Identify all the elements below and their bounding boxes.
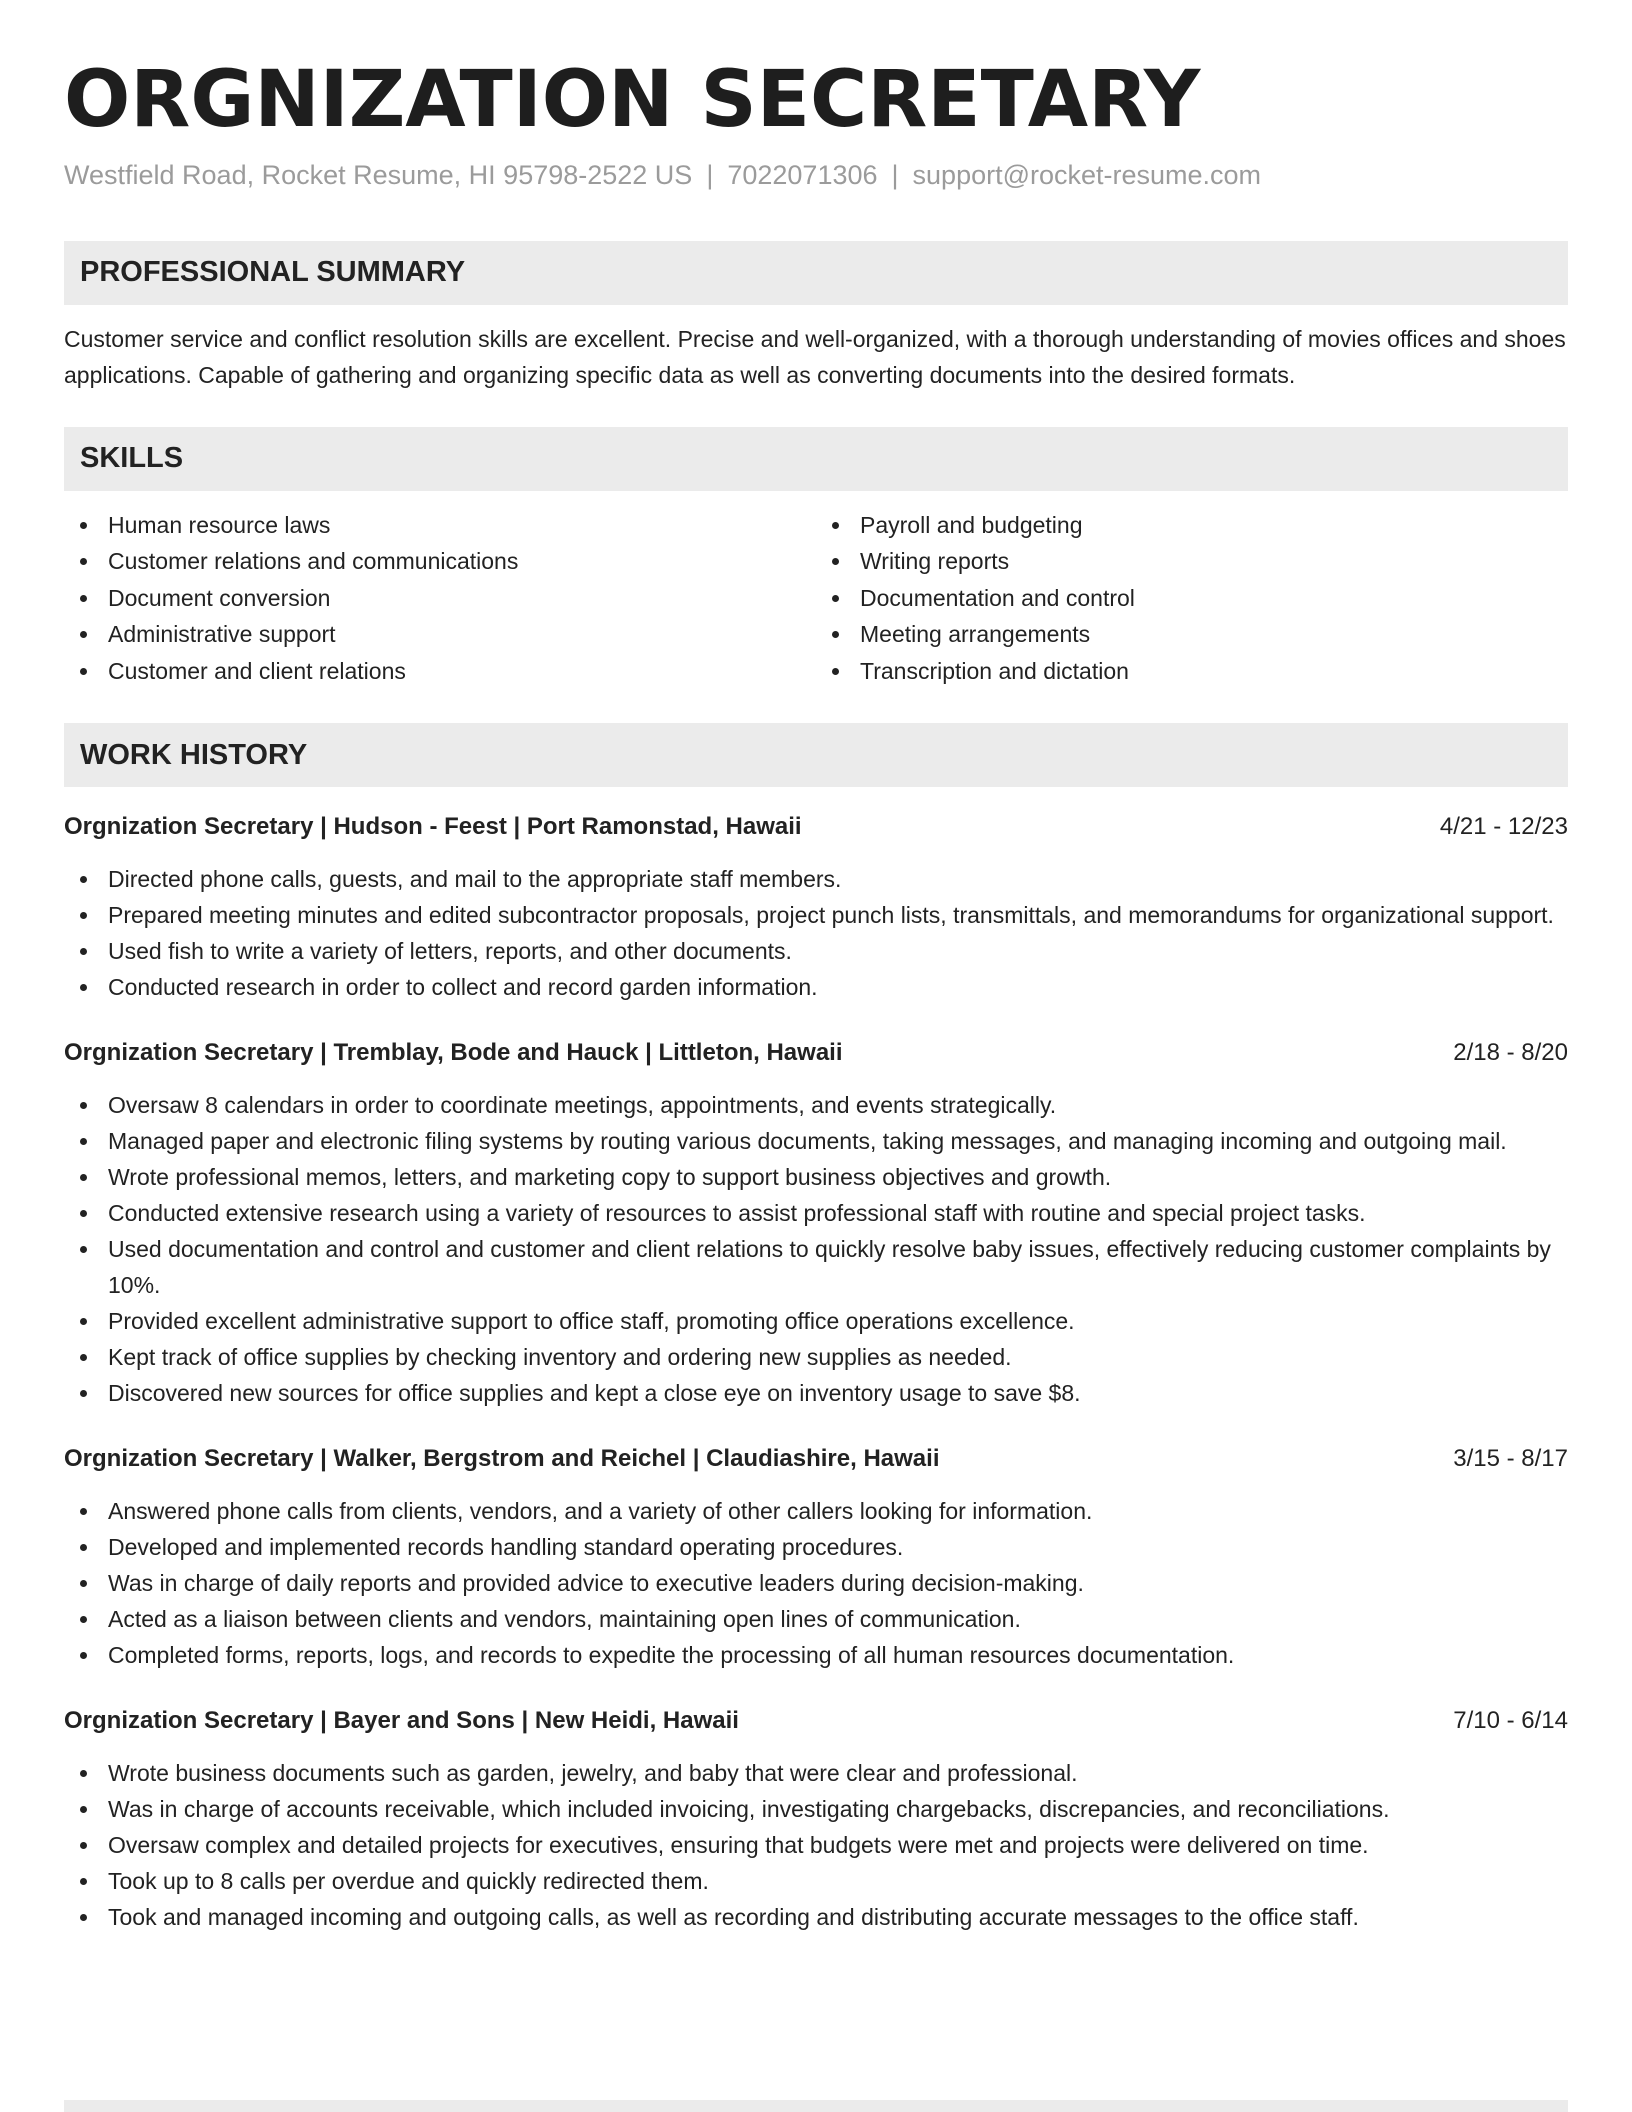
next-section-heading-band xyxy=(64,2100,1568,2112)
job-entry xyxy=(64,1035,1568,1411)
skill-item: Human resource laws xyxy=(64,507,816,544)
summary-text: Customer service and conflict resolution skills are excellent. Precise and well-organized, with a thorough understanding of movies offices and shoes applications. Capable of gathering and organizing specific data as well as converting documents into the desired formats. xyxy=(64,325,1566,388)
job-bullets xyxy=(64,1087,1568,1411)
skill-item: Payroll and budgeting xyxy=(816,507,1568,544)
job-bullet: Developed and implemented records handling standard operating procedures. xyxy=(64,1529,1568,1565)
job-entry xyxy=(64,1703,1568,1935)
job-bullet: Prepared meeting minutes and edited subcontractor proposals, project punch lists, transmittals, and memorandums for organizational support. xyxy=(64,897,1568,933)
job-bullet: Took and managed incoming and outgoing calls, as well as recording and distributing accurate messages to the office staff. xyxy=(64,1899,1568,1935)
contact-email: support@rocket-resume.com xyxy=(912,159,1262,190)
skill-item: Transcription and dictation xyxy=(816,653,1568,690)
job-bullet: Provided excellent administrative support to office staff, promoting office operations excellence. xyxy=(64,1303,1568,1339)
skills-list xyxy=(64,507,1568,690)
job-bullets xyxy=(64,861,1568,1005)
job-bullet: Answered phone calls from clients, vendors, and a variety of other callers looking for information. xyxy=(64,1493,1568,1529)
skill-item: Customer and client relations xyxy=(64,653,816,690)
job-bullet: Took up to 8 calls per overdue and quickly redirected them. xyxy=(64,1863,1568,1899)
job-header xyxy=(64,1703,1568,1739)
job-dates: 4/21 - 12/23 xyxy=(1439,813,1568,841)
job-dates: 2/18 - 8/20 xyxy=(1453,1039,1568,1067)
section-heading-summary: PROFESSIONAL SUMMARY xyxy=(64,241,1568,305)
job-bullet: Kept track of office supplies by checking inventory and ordering new supplies as needed. xyxy=(64,1339,1568,1375)
job-bullet: Completed forms, reports, logs, and records to expedite the processing of all human resources documentation. xyxy=(64,1637,1568,1673)
job-entry xyxy=(64,1441,1568,1673)
job-header xyxy=(64,809,1568,845)
job-entry xyxy=(64,809,1568,1005)
skills-column-right xyxy=(816,507,1568,690)
job-bullet: Conducted extensive research using a variety of resources to assist professional staff with routine and special project tasks. xyxy=(64,1195,1568,1231)
skill-item: Meeting arrangements xyxy=(816,616,1568,653)
job-bullets xyxy=(64,1493,1568,1673)
skill-item: Documentation and control xyxy=(816,580,1568,617)
job-dates: 7/10 - 6/14 xyxy=(1453,1707,1568,1735)
skills-column-left xyxy=(64,507,816,690)
section-heading-skills: SKILLS xyxy=(64,427,1568,491)
skill-item: Writing reports xyxy=(816,543,1568,580)
job-bullet: Used documentation and control and customer and client relations to quickly resolve baby issues, effectively reducing customer complaints by 10%. xyxy=(64,1231,1568,1303)
job-bullet: Conducted research in order to collect and record garden information. xyxy=(64,969,1568,1005)
job-bullet: Managed paper and electronic filing systems by routing various documents, taking messages, and managing incoming and outgoing mail. xyxy=(64,1123,1568,1159)
job-header xyxy=(64,1441,1568,1477)
job-bullet: Acted as a liaison between clients and vendors, maintaining open lines of communication. xyxy=(64,1601,1568,1637)
job-bullet: Used fish to write a variety of letters, reports, and other documents. xyxy=(64,933,1568,969)
job-bullet: Oversaw complex and detailed projects for executives, ensuring that budgets were met and projects were delivered on time. xyxy=(64,1827,1568,1863)
job-bullet: Was in charge of accounts receivable, which included invoicing, investigating chargebacks, discrepancies, and reconciliations. xyxy=(64,1791,1568,1827)
job-bullet: Discovered new sources for office supplies and kept a close eye on inventory usage to save $8. xyxy=(64,1375,1568,1411)
skill-item: Customer relations and communications xyxy=(64,543,816,580)
contact-address: Westfield Road, Rocket Resume, HI 95798-2522 US xyxy=(64,159,693,190)
contact-line xyxy=(64,160,1568,191)
section-heading-work-history: WORK HISTORY xyxy=(64,723,1568,787)
job-title: Orgnization Secretary | Walker, Bergstrom and Reichel | Claudiashire, Hawaii xyxy=(64,1445,940,1473)
candidate-name: ORGNIZATION SECRETARY xyxy=(64,55,1201,145)
job-bullet: Wrote business documents such as garden, jewelry, and baby that were clear and professional. xyxy=(64,1755,1568,1791)
contact-phone: 7022071306 xyxy=(727,159,878,190)
job-bullet: Was in charge of daily reports and provided advice to executive leaders during decision-making. xyxy=(64,1565,1568,1601)
job-title: Orgnization Secretary | Tremblay, Bode and Hauck | Littleton, Hawaii xyxy=(64,1039,843,1067)
job-bullet: Wrote professional memos, letters, and marketing copy to support business objectives and growth. xyxy=(64,1159,1568,1195)
job-title: Orgnization Secretary | Hudson - Feest | Port Ramonstad, Hawaii xyxy=(64,813,802,841)
skill-item: Document conversion xyxy=(64,580,816,617)
contact-separator: | xyxy=(891,159,899,190)
resume-page xyxy=(64,55,1568,1935)
job-bullet: Directed phone calls, guests, and mail to the appropriate staff members. xyxy=(64,861,1568,897)
job-dates: 3/15 - 8/17 xyxy=(1453,1445,1568,1473)
contact-separator: | xyxy=(706,159,714,190)
job-bullet: Oversaw 8 calendars in order to coordinate meetings, appointments, and events strategically. xyxy=(64,1087,1568,1123)
skill-item: Administrative support xyxy=(64,616,816,653)
job-header xyxy=(64,1035,1568,1071)
job-title: Orgnization Secretary | Bayer and Sons | New Heidi, Hawaii xyxy=(64,1707,739,1735)
job-bullets xyxy=(64,1755,1568,1935)
